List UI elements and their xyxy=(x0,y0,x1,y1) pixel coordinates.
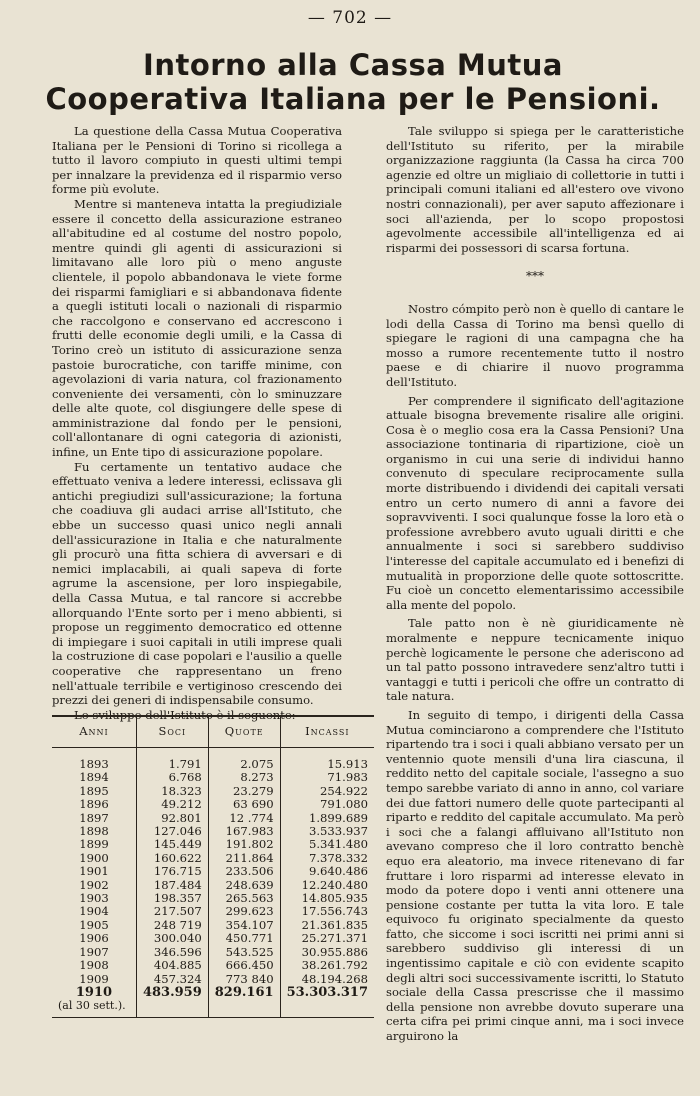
cell-incassi: 71.983 xyxy=(280,771,374,784)
cell-soci: 127.046 xyxy=(136,825,208,838)
paragraph: Lo sviluppo dell'Istituto è il seguente: xyxy=(74,707,296,722)
table-row xyxy=(52,919,374,932)
cell-incassi: 15.913 xyxy=(280,748,374,772)
cell-quote: 248.639 xyxy=(208,879,280,892)
cell-year: 1899 xyxy=(79,837,109,852)
cell-quote: 265.563 xyxy=(208,892,280,905)
cell-year: 1902 xyxy=(79,877,109,892)
article-title-line-1: Intorno alla Cassa Mutua xyxy=(143,48,563,82)
cell-soci: 346.596 xyxy=(136,946,208,959)
paragraph: Mentre si manteneva intatta la pregiudiziale essere il concetto della assicurazione estraneo all'abitudine ed al costume del nostro popolo, mentre quindi gli agenti di assicurazioni si limitavano alle loro più o meno anguste clientele, il popolo abbandonava le viete forme dei risparmi famigliari e si abbandonava fidente a quegli istituti locali o nazionali di risparmio che raccolgono e conservano ed accrescono i frutti delle economie degli umili, e la Cassa di Torino creò un istituto di assicurazione senza pastoie burocratiche, con tariffe minime, con agevolazioni di varia natura, col frazionamento conveniente dei versamenti, còn lo sminuzzare delle alte quote, col disgiungere delle spese di amministrazione dal fondo per le pensioni, coll'allontanare di ogni categoria di azionisti, infine, un Ente tipo di assicurazione popolare. xyxy=(52,196,342,460)
cell-quote: 543.525 xyxy=(208,946,280,959)
cell-soci: 248 719 xyxy=(136,919,208,932)
table-row xyxy=(52,838,374,851)
cell-year: 1893 xyxy=(79,757,109,771)
cell-quote: 450.771 xyxy=(208,932,280,945)
cell-quote: 167.983 xyxy=(208,825,280,838)
header-quote: Quote xyxy=(208,716,280,748)
cell-incassi: 9.640.486 xyxy=(280,865,374,878)
table-row xyxy=(52,905,374,918)
cell-empty xyxy=(208,999,280,1017)
cell-incassi: 21.361.835 xyxy=(280,919,374,932)
cell-soci: 404.885 xyxy=(136,959,208,972)
cell-incassi: 48.194.268 xyxy=(280,973,374,986)
cell-year: 1907 xyxy=(79,944,109,959)
cell-quote: 773 840 xyxy=(208,973,280,986)
cell-quote: 211.864 xyxy=(208,852,280,865)
cell-soci: 176.715 xyxy=(136,865,208,878)
cell-soci: 92.801 xyxy=(136,812,208,825)
table-row xyxy=(52,879,374,892)
cell-year: 1905 xyxy=(79,917,109,932)
cell-soci: 1.791 xyxy=(136,748,208,772)
table-row xyxy=(52,798,374,811)
paragraph: Nostro cómpito però non è quello di cantare le lodi della Cassa di Torino ma bensì quello di spiegare le ragioni di una campagna che ha mosso a rumore recentemente tutto il nostro paese e di chiarire il nuovo programma dell'Istituto. xyxy=(386,301,684,389)
article-title xyxy=(28,48,678,116)
cell-year: 1910 xyxy=(75,984,113,1000)
cell-incassi: 12.240.480 xyxy=(280,879,374,892)
article-title-line-2: Cooperativa Italiana per le Pensioni. xyxy=(45,82,661,116)
table-row xyxy=(52,771,374,784)
header-soci: Soci xyxy=(136,716,208,748)
cell-year: 1895 xyxy=(79,783,109,798)
cell-incassi: 17.556.743 xyxy=(280,905,374,918)
cell-year: 1908 xyxy=(79,958,109,973)
cell-quote: 233.506 xyxy=(208,865,280,878)
table-row xyxy=(52,946,374,959)
cell-soci: 160.622 xyxy=(136,852,208,865)
table-note: (al 30 sett.). xyxy=(58,999,126,1013)
table-row xyxy=(52,959,374,972)
cell-year: 1909 xyxy=(79,971,109,986)
cell-incassi: 254.922 xyxy=(280,785,374,798)
cell-incassi: 7.378.332 xyxy=(280,852,374,865)
cell-quote: 63 690 xyxy=(208,798,280,811)
cell-year: 1900 xyxy=(79,850,109,865)
cell-incassi: 53.303.317 xyxy=(280,986,374,999)
cell-year: 1904 xyxy=(79,904,109,919)
cell-soci: 217.507 xyxy=(136,905,208,918)
cell-year: 1896 xyxy=(79,797,109,812)
cell-soci: 187.484 xyxy=(136,879,208,892)
cell-incassi: 1.899.689 xyxy=(280,812,374,825)
cell-incassi: 5.341.480 xyxy=(280,838,374,851)
paragraph: Tale patto non è nè giuridicamente nè moralmente e neppure tecnicamente iniquo perchè logicamente le persone che aderiscono ad un tal patto possono intravedere senz'altro tutti i vantaggi e tutti i pericoli che offre un contratto di tale natura. xyxy=(386,616,684,704)
cell-empty xyxy=(280,999,374,1017)
paragraph: In seguito di tempo, i dirigenti della Cassa Mutua cominciarono a comprendere che l'Istituto ripartendo tra i soci i quali abbiano versato per un ventennio quote mensili d'una lira ciascuna, il reddito netto del capitale sociale, l'assegno a suo tempo sarebbe variato di anno in anno, col variare dei due fattori numero delle quote partecipanti al riparto e reddito del capitale accumulato. Ma però i soci che a falangi affluivano all'Istituto non avevano compreso che il loro contratto benchè equo era aleatorio, ma invece ritenevano di far fruttare i loro risparmi ad interesse elevato in modo da potere dopo i venti anni ottenere una pensione costante per tutta la vita loro. E tale equivoco fu originato specialmente da questo fatto, che siccome i soci iscritti nei primi anni si sarebbero suddiviso gli interessi di un ingentissimo capitale e ciò con evidente scapito degli altri soci successivamente iscritti, lo Statuto sociale della Cassa prescrisse che il massimo della pensione non avrebbe dovuto superare una certa cifra pei primi cinque anni, ma i soci invece arguirono la xyxy=(386,707,684,1044)
cell-year: 1901 xyxy=(79,864,109,879)
cell-quote: 666.450 xyxy=(208,959,280,972)
paragraph: Tale sviluppo si spiega per le caratteristiche dell'Istituto su riferito, per la mirabile organizzazione raggiunta (la Cassa ha circa 700 agenzie ed oltre un migliaio di collettorie in tutti i principali comuni italiani ed all'estero ove vivono nostri connazionali), per aver saputo affezionare i soci all'azienda, per lo scopo propostosi agevolmente accessibile all'intelligenza ed ai risparmi dei possessori di scarsa fortuna. xyxy=(386,124,684,255)
cell-quote: 191.802 xyxy=(208,838,280,851)
cell-quote: 2.075 xyxy=(208,748,280,772)
table-row xyxy=(52,825,374,838)
cell-soci: 6.768 xyxy=(136,771,208,784)
cell-empty xyxy=(136,999,208,1017)
development-table xyxy=(52,715,374,1018)
cell-year: 1894 xyxy=(79,770,109,785)
cell-quote: 8.273 xyxy=(208,771,280,784)
cell-year: 1898 xyxy=(79,824,109,839)
table-row xyxy=(52,852,374,865)
cell-soci: 457.324 xyxy=(136,973,208,986)
cell-quote: 299.623 xyxy=(208,905,280,918)
header-incassi: Incassi xyxy=(280,716,374,748)
cell-soci: 300.040 xyxy=(136,932,208,945)
table-row xyxy=(52,785,374,798)
table-row xyxy=(52,748,374,772)
cell-incassi: 791.080 xyxy=(280,798,374,811)
table-row-total xyxy=(52,986,374,999)
table-note-row xyxy=(52,999,374,1017)
cell-incassi: 38.261.792 xyxy=(280,959,374,972)
table-header-row xyxy=(52,716,374,748)
cell-soci: 49.212 xyxy=(136,798,208,811)
table-body xyxy=(52,748,374,1018)
cell-quote: 829.161 xyxy=(208,986,280,999)
cell-quote: 354.107 xyxy=(208,919,280,932)
cell-quote: 23.279 xyxy=(208,785,280,798)
section-separator: *⁢*⁢* xyxy=(526,269,544,284)
left-column xyxy=(52,124,342,722)
paragraph: La questione della Cassa Mutua Cooperativa Italiana per le Pensioni di Torino si ricollega a tutto il lavoro compiuto in questi ultimi tempi per innalzare la previdenza ed il risparmio verso forme più evolute. xyxy=(52,124,342,197)
cell-soci: 198.357 xyxy=(136,892,208,905)
cell-year: 1903 xyxy=(79,891,109,906)
cell-year: 1906 xyxy=(79,931,109,946)
cell-soci: 483.959 xyxy=(136,986,208,999)
paragraph: Per comprendere il significato dell'agitazione attuale bisogna brevemente risalire alle origini. Cosa è o meglio cosa era la Cassa Pensioni? Una associazione tontinaria di ripartizione, cioè un organismo in cui una serie di individui hanno convenuto di speculare reciprocamente sulla morte distribuendo i dividendi dei capitali versati entro un certo numero di anni a favore dei sopravviventi. I soci qualunque fosse la loro età o professione avrebbero avuto uguali diritti e che annualmente i soci si sarebbero suddiviso l'interesse del capitale accumulato ed i benefizi di mutualità in proporzione delle quote sottoscritte. Fu cioè un concetto elementarissimo accessibile alla mente del popolo. xyxy=(386,393,684,612)
cell-incassi: 25.271.371 xyxy=(280,932,374,945)
page-number: — 702 — xyxy=(307,8,393,28)
cell-year: 1897 xyxy=(79,810,109,825)
cell-incassi: 14.805.935 xyxy=(280,892,374,905)
table-row xyxy=(52,892,374,905)
cell-incassi: 3.533.937 xyxy=(280,825,374,838)
table-row xyxy=(52,932,374,945)
header-anni: Anni xyxy=(79,724,109,739)
table-row xyxy=(52,865,374,878)
cell-soci: 18.323 xyxy=(136,785,208,798)
cell-quote: 12 .774 xyxy=(208,812,280,825)
cell-incassi: 30.955.886 xyxy=(280,946,374,959)
table-row xyxy=(52,973,374,986)
right-column xyxy=(386,124,684,1044)
paragraph: Fu certamente un tentativo audace che effettuato veniva a ledere interessi, eclissava gli antichi pregiudizi sull'assicurazione; la fortuna che coadiuva gli audaci arrise all'Istituto, che ebbe un successo quasi unico negli annali dell'assicurazione in Italia e che naturalmente gli procurò una fitta schiera di avversari e di nemici implacabili, ai quali sapeva di forte agrume la ascensione, per loro inspiegabile, della Cassa Mutua, e tal rancore si accrebbe allorquando l'Ente sorto per i meno abbienti, si propose un reggimento democratico ed ottenne di impiegare i suoi capitali in utili imprese quali la costruzione di case popolari e l'ausilio a quelle cooperative che rappresentano un freno nell'attuale terribile e vertiginoso crescendo dei prezzi dei generi di indispensabile consumo. xyxy=(52,459,342,708)
table-row xyxy=(52,812,374,825)
cell-soci: 145.449 xyxy=(136,838,208,851)
